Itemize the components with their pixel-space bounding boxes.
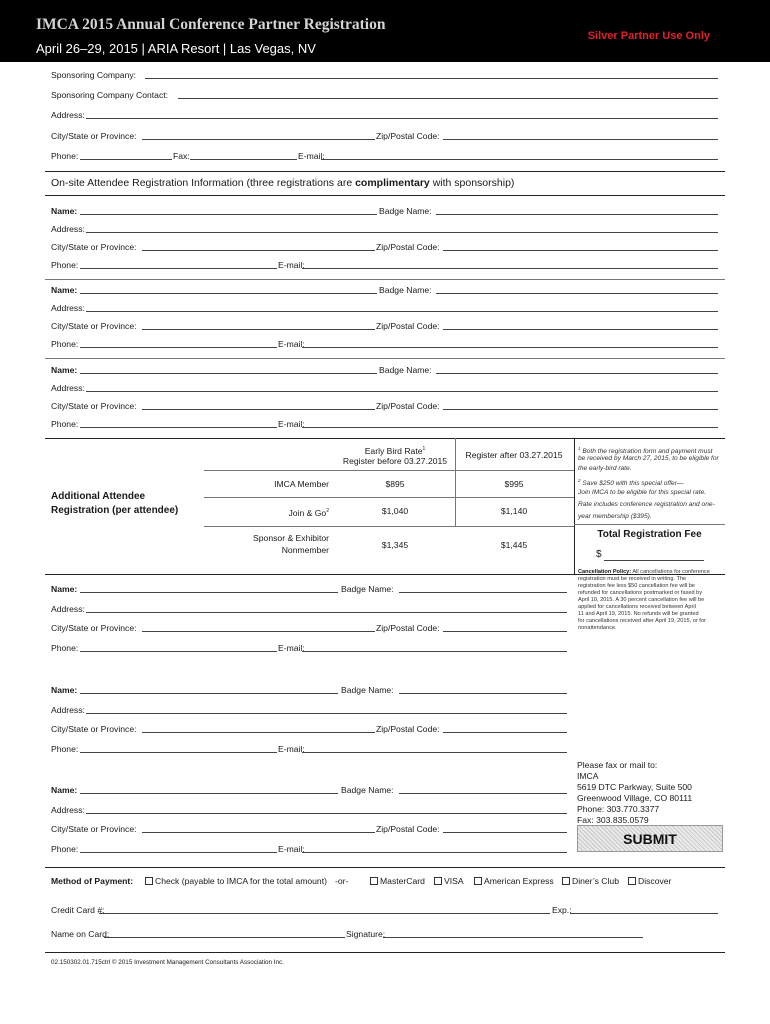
footnote-join-go-line4: year membership ($395). <box>578 513 652 520</box>
additional-phone-label: Phone: <box>51 844 79 854</box>
signature-label: Signature: <box>346 929 386 939</box>
additional-badge-label: Badge Name: <box>341 785 394 795</box>
mastercard-option[interactable]: MasterCard <box>370 876 425 886</box>
additional-name-label: Name: <box>51 584 78 594</box>
mail-fax: Fax: 303.835.0579 <box>577 815 649 825</box>
attendee-name-label: Name: <box>51 285 78 295</box>
rate-row-label: Sponsor & Exhibitor <box>253 533 329 543</box>
cancellation-line: April 10, 2015. A 30 percent cancellation fee will be <box>578 597 705 603</box>
additional-email-field[interactable] <box>302 752 567 753</box>
attendee-badge-label: Badge Name: <box>379 206 432 216</box>
additional-zip-field[interactable] <box>443 832 567 833</box>
footer-divider <box>45 952 725 953</box>
company-fax-field[interactable] <box>190 159 297 160</box>
early-bird-header: Early Bird Rate$^1$ <box>364 445 426 456</box>
additional-badge-label: Badge Name: <box>341 584 394 594</box>
attendee-city-label: City/State or Province: <box>51 321 137 331</box>
late-rate-value: $1,140 <box>500 506 528 516</box>
mail-city: Greenwood Village, CO 80111 <box>577 793 693 803</box>
event-subtitle: April 26–29, 2015 | ARIA Resort | Las Vegas, NV <box>36 41 316 56</box>
attendee-zip-field[interactable] <box>443 409 718 410</box>
footnote-early-bird-line2: be received by March 27, 2015, to be eligible for <box>578 455 719 462</box>
table-top-rule <box>45 438 725 439</box>
check-option[interactable]: Check (payable to IMCA for the total amount) <box>145 876 327 886</box>
sponsoring-company-label: Sponsoring Company: <box>51 70 137 80</box>
header-bar <box>0 0 770 62</box>
cancellation-line: registration must be received in writing. The <box>578 576 687 582</box>
cancellation-line: nonattendance. <box>578 625 617 631</box>
rate-row-label: Join & Go$^2$ <box>288 507 329 518</box>
attendee-email-field[interactable] <box>302 268 718 269</box>
attendee-badge-field[interactable] <box>436 373 718 374</box>
attendee-phone-label: Phone: <box>51 260 79 270</box>
attendee-address-field[interactable] <box>86 391 718 392</box>
early-rate-value: $895 <box>385 479 405 489</box>
total-fee-currency: $ <box>596 549 602 560</box>
attendee-name-field[interactable] <box>80 214 377 215</box>
additional-city-field[interactable] <box>142 631 375 632</box>
cancellation-policy: Cancellation Policy: All cancellations for conference <box>578 569 710 575</box>
additional-name-label: Name: <box>51 785 78 795</box>
attendee-city-field[interactable] <box>142 250 375 251</box>
additional-phone-field[interactable] <box>80 852 277 853</box>
sponsoring-contact-label: Sponsoring Company Contact: <box>51 90 169 100</box>
additional-email-label: E-mail: <box>278 844 305 854</box>
additional-email-label: E-mail: <box>278 643 305 653</box>
attendee-badge-field[interactable] <box>436 214 718 215</box>
late-rate-value: $1,445 <box>500 540 528 550</box>
sponsoring-company-field[interactable] <box>145 78 718 79</box>
company-address-label: Address: <box>51 110 85 120</box>
diners-option[interactable]: Diner’s Club <box>562 876 619 886</box>
additional-address-label: Address: <box>51 705 85 715</box>
attendee-zip-label: Zip/Postal Code: <box>376 401 440 411</box>
rate-row-label-line2: Nonmember <box>281 545 329 555</box>
attendee-city-field[interactable] <box>142 329 375 330</box>
attendee-address-label: Address: <box>51 383 85 393</box>
additional-badge-label: Badge Name: <box>341 685 394 695</box>
company-phone-field[interactable] <box>80 159 172 160</box>
company-city-label: City/State or Province: <box>51 131 137 141</box>
early-rate-value: $1,040 <box>381 506 409 516</box>
amex-option[interactable]: American Express <box>474 876 554 886</box>
mail-org: IMCA <box>577 771 599 781</box>
footer-copyright: 02.150302.01.715ctrl © 2015 Investment Management Consultants Association Inc. <box>51 959 284 966</box>
cancellation-line: registration fee less $50 cancellation fee will be <box>578 583 695 589</box>
attendee-phone-label: Phone: <box>51 339 79 349</box>
additional-city-label: City/State or Province: <box>51 824 137 834</box>
visa-checkbox[interactable] <box>434 877 442 885</box>
additional-zip-label: Zip/Postal Code: <box>376 623 440 633</box>
attendee-zip-field[interactable] <box>443 250 718 251</box>
mail-intro: Please fax or mail to: <box>577 760 658 770</box>
additional-zip-label: Zip/Postal Code: <box>376 724 440 734</box>
additional-badge-field[interactable] <box>399 693 567 694</box>
total-fee-field[interactable] <box>604 560 704 561</box>
additional-phone-field[interactable] <box>80 752 277 753</box>
company-zip-label: Zip/Postal Code: <box>376 131 440 141</box>
footnote-join-go-line2: Join IMCA to be eligible for this special rate. <box>578 489 707 496</box>
attendee-city-label: City/State or Province: <box>51 242 137 252</box>
table-row-divider <box>204 470 574 471</box>
attendee-zip-field[interactable] <box>443 329 718 330</box>
attendee-phone-field[interactable] <box>80 268 277 269</box>
company-phone-label: Phone: <box>51 151 79 161</box>
table-col-divider <box>455 438 456 526</box>
additional-email-label: E-mail: <box>278 744 305 754</box>
additional-address-field[interactable] <box>86 813 567 814</box>
company-email-label: E-mail: <box>298 151 325 161</box>
check-checkbox[interactable] <box>145 877 153 885</box>
additional-address-label: Address: <box>51 805 85 815</box>
additional-city-field[interactable] <box>142 832 375 833</box>
payment-method-label: Method of Payment: <box>51 876 134 886</box>
mastercard-checkbox[interactable] <box>370 877 378 885</box>
attendee-phone-label: Phone: <box>51 419 79 429</box>
form-title: IMCA 2015 Annual Conference Partner Registration <box>36 16 386 33</box>
additional-zip-field[interactable] <box>443 631 567 632</box>
credit-card-field[interactable] <box>99 913 550 914</box>
additional-name-field[interactable] <box>80 793 338 794</box>
company-city-field[interactable] <box>142 139 375 140</box>
attendee-address-field[interactable] <box>86 232 718 233</box>
discover-option[interactable]: Discover <box>628 876 671 886</box>
attendee-zip-label: Zip/Postal Code: <box>376 242 440 252</box>
attendee-name-field[interactable] <box>80 373 377 374</box>
attendee-badge-label: Badge Name: <box>379 285 432 295</box>
footnote-early-bird-line3: the early-bird rate. <box>578 465 632 472</box>
table-right-border <box>574 438 575 574</box>
silver-partner-flag: Silver Partner Use Only <box>587 30 710 42</box>
early-bird-date: Register before 03.27.2015 <box>342 456 448 466</box>
diners-checkbox[interactable] <box>562 877 570 885</box>
additional-address-field[interactable] <box>86 713 567 714</box>
footnote-join-go-line3: Rate includes conference registration and one- <box>578 501 715 508</box>
attendee-email-field[interactable] <box>302 427 718 428</box>
company-zip-field[interactable] <box>443 139 718 140</box>
mail-street: 5619 DTC Parkway, Suite 500 <box>577 782 692 792</box>
additional-email-field[interactable] <box>302 651 567 652</box>
additional-badge-field[interactable] <box>399 592 567 593</box>
rate-row-label: IMCA Member <box>274 479 329 489</box>
early-rate-value: $1,345 <box>381 540 409 550</box>
additional-zip-field[interactable] <box>443 732 567 733</box>
section-divider <box>45 171 725 172</box>
company-address-field[interactable] <box>86 118 718 119</box>
attendee-email-field[interactable] <box>302 347 718 348</box>
name-on-card-label: Name on Card: <box>51 929 110 939</box>
company-email-field[interactable] <box>321 159 718 160</box>
attendee-name-label: Name: <box>51 365 78 375</box>
footnote-early-bird: $^1$ Both the registration form and payment must <box>578 446 713 456</box>
cancellation-line: 11 and April 19, 2015. No refunds will be granted <box>578 611 699 617</box>
table-row-divider <box>204 526 574 527</box>
payment-divider <box>45 867 725 868</box>
attendee-phone-field[interactable] <box>80 427 277 428</box>
signature-field[interactable] <box>383 937 643 938</box>
or-separator: -or- <box>335 876 349 886</box>
attendee-badge-label: Badge Name: <box>379 365 432 375</box>
attendee-address-label: Address: <box>51 303 85 313</box>
exp-field[interactable] <box>570 913 718 914</box>
footnote-join-go: $^2$ Save $250 with this special offer— <box>578 478 684 488</box>
section-divider <box>45 195 725 196</box>
attendee-phone-field[interactable] <box>80 347 277 348</box>
attendee-address-label: Address: <box>51 224 85 234</box>
attendee-city-label: City/State or Province: <box>51 401 137 411</box>
discover-checkbox[interactable] <box>628 877 636 885</box>
additional-phone-label: Phone: <box>51 643 79 653</box>
additional-city-label: City/State or Province: <box>51 724 137 734</box>
attendee-city-field[interactable] <box>142 409 375 410</box>
additional-address-field[interactable] <box>86 612 567 613</box>
attendee-email-label: E-mail: <box>278 419 305 429</box>
attendee-name-field[interactable] <box>80 293 377 294</box>
additional-zip-label: Zip/Postal Code: <box>376 824 440 834</box>
visa-option[interactable]: VISA <box>434 876 464 886</box>
cancellation-line: refunded for cancellations postmarked or faxed by <box>578 590 703 596</box>
additional-attendee-title: Additional Attendee <box>51 491 146 502</box>
submit-button[interactable]: SUBMIT <box>577 825 723 852</box>
attendee-badge-field[interactable] <box>436 293 718 294</box>
amex-checkbox[interactable] <box>474 877 482 885</box>
divider <box>45 358 725 359</box>
additional-city-field[interactable] <box>142 732 375 733</box>
name-on-card-field[interactable] <box>104 937 345 938</box>
additional-badge-field[interactable] <box>399 793 567 794</box>
additional-city-label: City/State or Province: <box>51 623 137 633</box>
mail-phone: Phone: 303.770.3377 <box>577 804 660 814</box>
attendee-email-label: E-mail: <box>278 339 305 349</box>
additional-name-field[interactable] <box>80 592 338 593</box>
additional-phone-field[interactable] <box>80 651 277 652</box>
table-row-divider <box>204 497 574 498</box>
attendee-zip-label: Zip/Postal Code: <box>376 321 440 331</box>
attendee-email-label: E-mail: <box>278 260 305 270</box>
cancellation-line: applied for cancellations received between April <box>578 604 696 610</box>
additional-email-field[interactable] <box>302 852 567 853</box>
additional-attendee-subtitle: Registration (per attendee) <box>51 505 179 516</box>
total-fee-divider <box>574 524 725 525</box>
exp-label: Exp.: <box>552 905 572 915</box>
total-fee-title: Total Registration Fee <box>597 529 702 540</box>
onsite-heading: On-site Attendee Registration Information (three registrations are complimentary with sponsorship) <box>51 177 515 189</box>
company-fax-label: Fax: <box>173 151 190 161</box>
additional-name-field[interactable] <box>80 693 338 694</box>
cancellation-line: for cancellations received after April 19, 2015, or for <box>578 618 706 624</box>
sponsoring-contact-field[interactable] <box>178 98 718 99</box>
additional-address-label: Address: <box>51 604 85 614</box>
credit-card-label: Credit Card #: <box>51 905 105 915</box>
attendee-address-field[interactable] <box>86 311 718 312</box>
additional-name-label: Name: <box>51 685 78 695</box>
late-rate-value: $995 <box>504 479 524 489</box>
additional-phone-label: Phone: <box>51 744 79 754</box>
divider <box>45 279 725 280</box>
late-rate-header: Register after 03.27.2015 <box>465 450 563 460</box>
attendee-name-label: Name: <box>51 206 78 216</box>
